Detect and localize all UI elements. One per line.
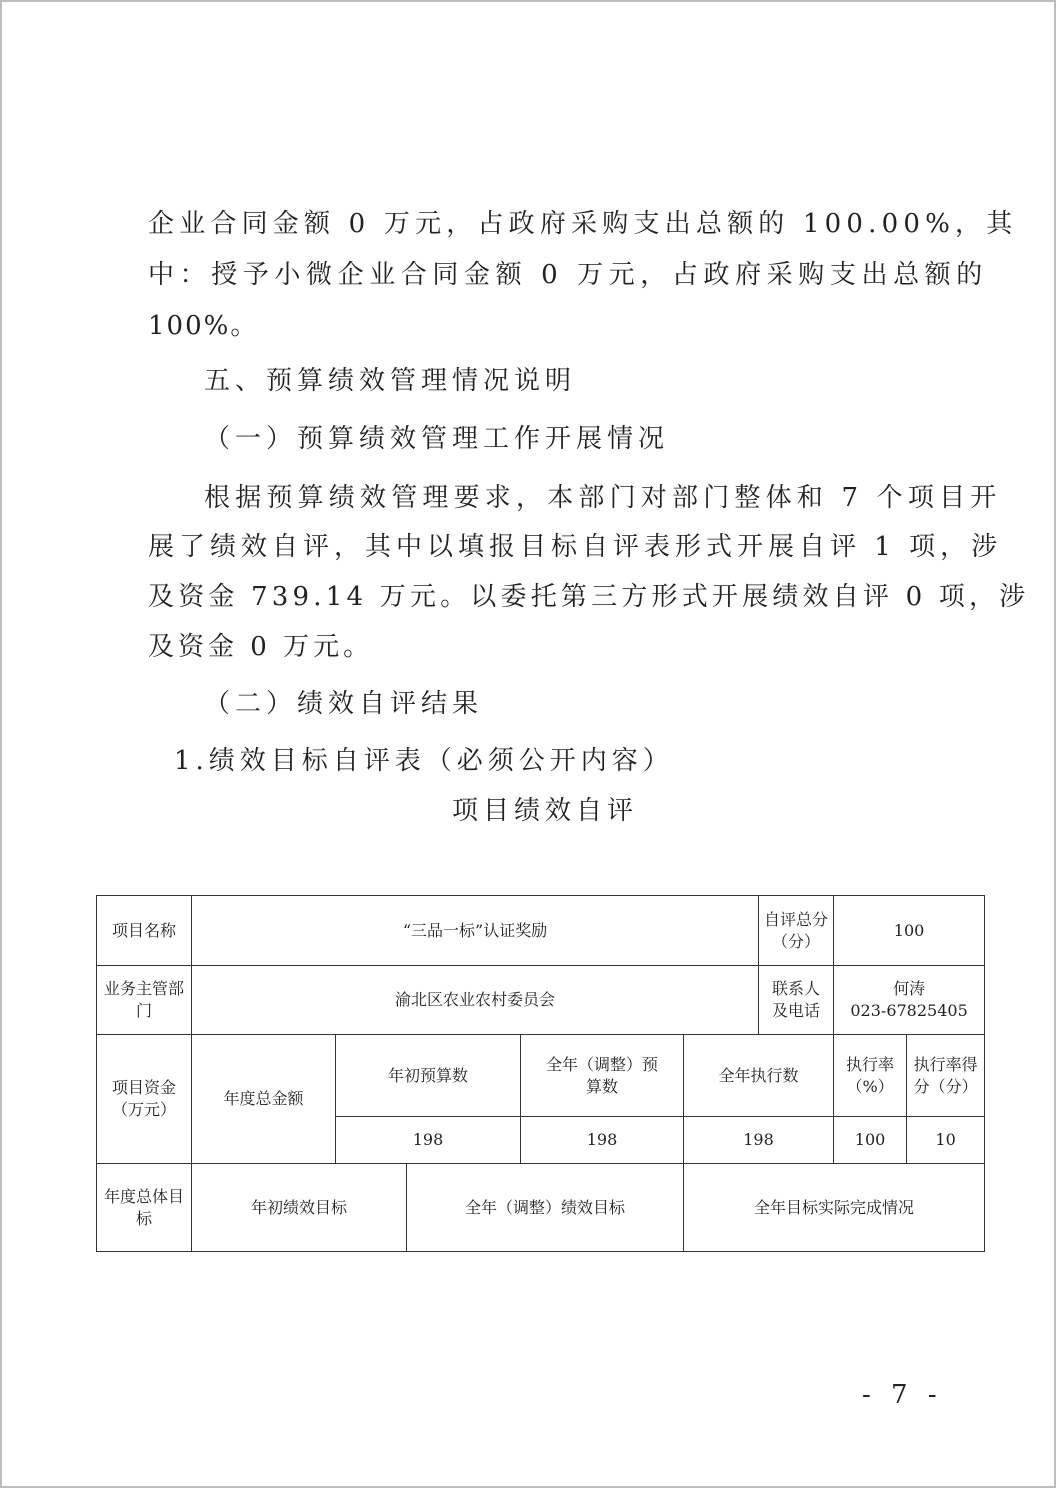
initial-budget-value: 198 xyxy=(336,1117,521,1164)
contact-name: 何涛 xyxy=(893,979,926,998)
initial-budget-label: 年初预算数 xyxy=(336,1035,521,1117)
paragraph-line: 根据预算绩效管理要求，本部门对部门整体和 7 个项目开 xyxy=(204,483,1002,513)
paragraph-line: 中：授予小微企业合同金额 0 万元，占政府采购支出总额的 xyxy=(148,260,988,290)
project-name-value: “三品一标”认证奖励 xyxy=(192,896,759,966)
table-caption: 项目绩效自评 xyxy=(452,796,639,826)
page-number: - 7 - xyxy=(862,1380,943,1410)
paragraph-line: 及资金 739.14 万元。以委托第三方形式开展绩效自评 0 项，涉 xyxy=(148,582,1030,612)
project-name-label: 项目名称 xyxy=(97,896,192,966)
paragraph-line: 100%。 xyxy=(148,311,259,341)
adjusted-budget-label: 全年（调整）预算数 xyxy=(521,1035,684,1117)
dept-value: 渝北区农业农村委员会 xyxy=(192,966,759,1035)
initial-goal-label: 年初绩效目标 xyxy=(192,1164,407,1252)
contact-label: 联系人及电话 xyxy=(759,966,834,1035)
exec-score-label: 执行率得分（分） xyxy=(907,1035,985,1117)
funds-label: 项目资金（万元） xyxy=(97,1035,192,1164)
paragraph-line: 展了绩效自评，其中以填报目标自评表形式开展自评 1 项，涉 xyxy=(148,532,1003,562)
annual-goal-label: 年度总体目标 xyxy=(97,1164,192,1252)
subsection-heading: （一）预算绩效管理工作开展情况 xyxy=(204,424,670,454)
executed-label: 全年执行数 xyxy=(684,1035,834,1117)
actual-completion-label: 全年目标实际完成情况 xyxy=(684,1164,985,1252)
contact-phone: 023-67825405 xyxy=(850,1001,968,1020)
score-label: 自评总分（分） xyxy=(759,896,834,966)
executed-value: 198 xyxy=(684,1117,834,1164)
item-heading: 1.绩效目标自评表（必须公开内容） xyxy=(174,746,674,776)
exec-score-value: 10 xyxy=(907,1117,985,1164)
adjusted-goal-label: 全年（调整）绩效目标 xyxy=(407,1164,684,1252)
paragraph-line: 及资金 0 万元。 xyxy=(148,632,374,662)
exec-rate-label: 执行率（%） xyxy=(834,1035,907,1117)
contact-value xyxy=(834,966,985,1035)
annual-total-label: 年度总金额 xyxy=(192,1035,336,1164)
performance-table xyxy=(96,895,985,1252)
score-value: 100 xyxy=(834,896,985,966)
exec-rate-value: 100 xyxy=(834,1117,907,1164)
adjusted-budget-value: 198 xyxy=(521,1117,684,1164)
paragraph-line: 企业合同金额 0 万元，占政府采购支出总额的 100.00%，其 xyxy=(148,209,1018,239)
dept-label: 业务主管部门 xyxy=(97,966,192,1035)
section-heading: 五、预算绩效管理情况说明 xyxy=(204,366,577,396)
subsection-heading: （二）绩效自评结果 xyxy=(204,689,484,719)
